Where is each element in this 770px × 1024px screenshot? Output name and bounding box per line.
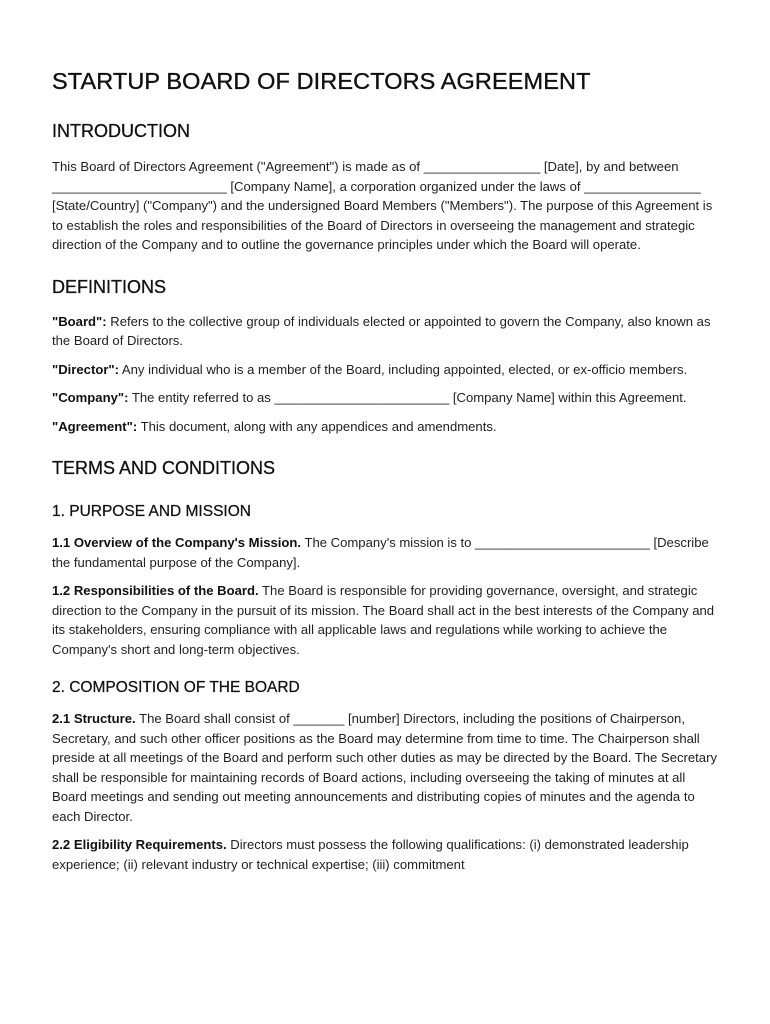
- clause-1-1: [52, 533, 722, 572]
- clause-term: 2.2 Eligibility Requirements.: [52, 837, 227, 852]
- clause-text: Directors must possess the following qualifications: (i) demonstrated leadership experience; (ii) relevant industry or technical expertise; (iii) commitment: [52, 837, 689, 872]
- definition-agreement: [52, 417, 722, 437]
- section-1-heading: 1. PURPOSE AND MISSION: [52, 503, 251, 520]
- definition-term: "Board":: [52, 313, 107, 329]
- clause-1-2: [52, 581, 722, 659]
- introduction-paragraph: This Board of Directors Agreement ("Agreement") is made as of ________________ [Date], by and between ________________________ [Company Name], a corporation organized under the laws of ________________ [State/Country] ("Company") and the undersigned Board Members ("Members"). The purpose of this Agreement is to establish the roles and responsibilities of the Board of Directors in overseeing the management and strategic direction of the Company and to outline the governance principles under which the Board will operate.: [52, 159, 713, 252]
- terms-heading: TERMS AND CONDITIONS: [52, 458, 276, 478]
- definitions-heading: DEFINITIONS: [52, 276, 167, 297]
- document-title: STARTUP BOARD OF DIRECTORS AGREEMENT: [52, 68, 591, 94]
- clause-2-2: [52, 835, 722, 874]
- clause-term: 2.1 Structure.: [52, 711, 136, 726]
- definition-term: "Director":: [52, 361, 119, 377]
- clause-2-1: [52, 709, 722, 826]
- definition-text: Any individual who is a member of the Board, including appointed, elected, or ex-officio members.: [118, 361, 688, 377]
- clause-text: The Company's mission is to ________________________ [Describe the fundamental purpose of the Company].: [52, 535, 709, 570]
- definition-term: "Company":: [52, 390, 129, 405]
- clause-term: 1.2 Responsibilities of the Board.: [52, 583, 259, 598]
- section-2-heading: 2. COMPOSITION OF THE BOARD: [52, 679, 300, 696]
- definition-text: Refers to the collective group of individuals elected or appointed to govern the Company, also known as the Board of Directors.: [52, 313, 711, 348]
- definition-board: [52, 312, 722, 351]
- definition-director: [52, 360, 722, 380]
- definition-text: This document, along with any appendices and amendments.: [137, 418, 497, 434]
- document-page: [52, 68, 722, 883]
- clause-text: The Board shall consist of _______ [number] Directors, including the positions of Chairperson, Secretary, and such other officer positions as the Board may determine from time to time. The Chairperson shall preside at all meetings of the Board and perform such other duties as may be directed by the Board. The Secretary shall be responsible for maintaining records of Board actions, including overseeing the taking of minutes at all Board meetings and sending out meeting announcements and distributing copies of minutes and the agenda to each Director.: [52, 711, 717, 824]
- definition-term: "Agreement":: [52, 418, 138, 434]
- definition-text: The entity referred to as ________________________ [Company Name] within this Agreement.: [128, 390, 687, 405]
- definition-company: [52, 388, 722, 408]
- introduction-heading: INTRODUCTION: [52, 121, 190, 141]
- clause-text: The Board is responsible for providing governance, oversight, and strategic direction to the Company in the pursuit of its mission. The Board shall act in the best interests of the Company and its stakeholders, ensuring compliance with all applicable laws and regulations while working to achieve the Company's short and long-term objectives.: [52, 583, 715, 657]
- clause-term: 1.1 Overview of the Company's Mission.: [52, 535, 302, 550]
